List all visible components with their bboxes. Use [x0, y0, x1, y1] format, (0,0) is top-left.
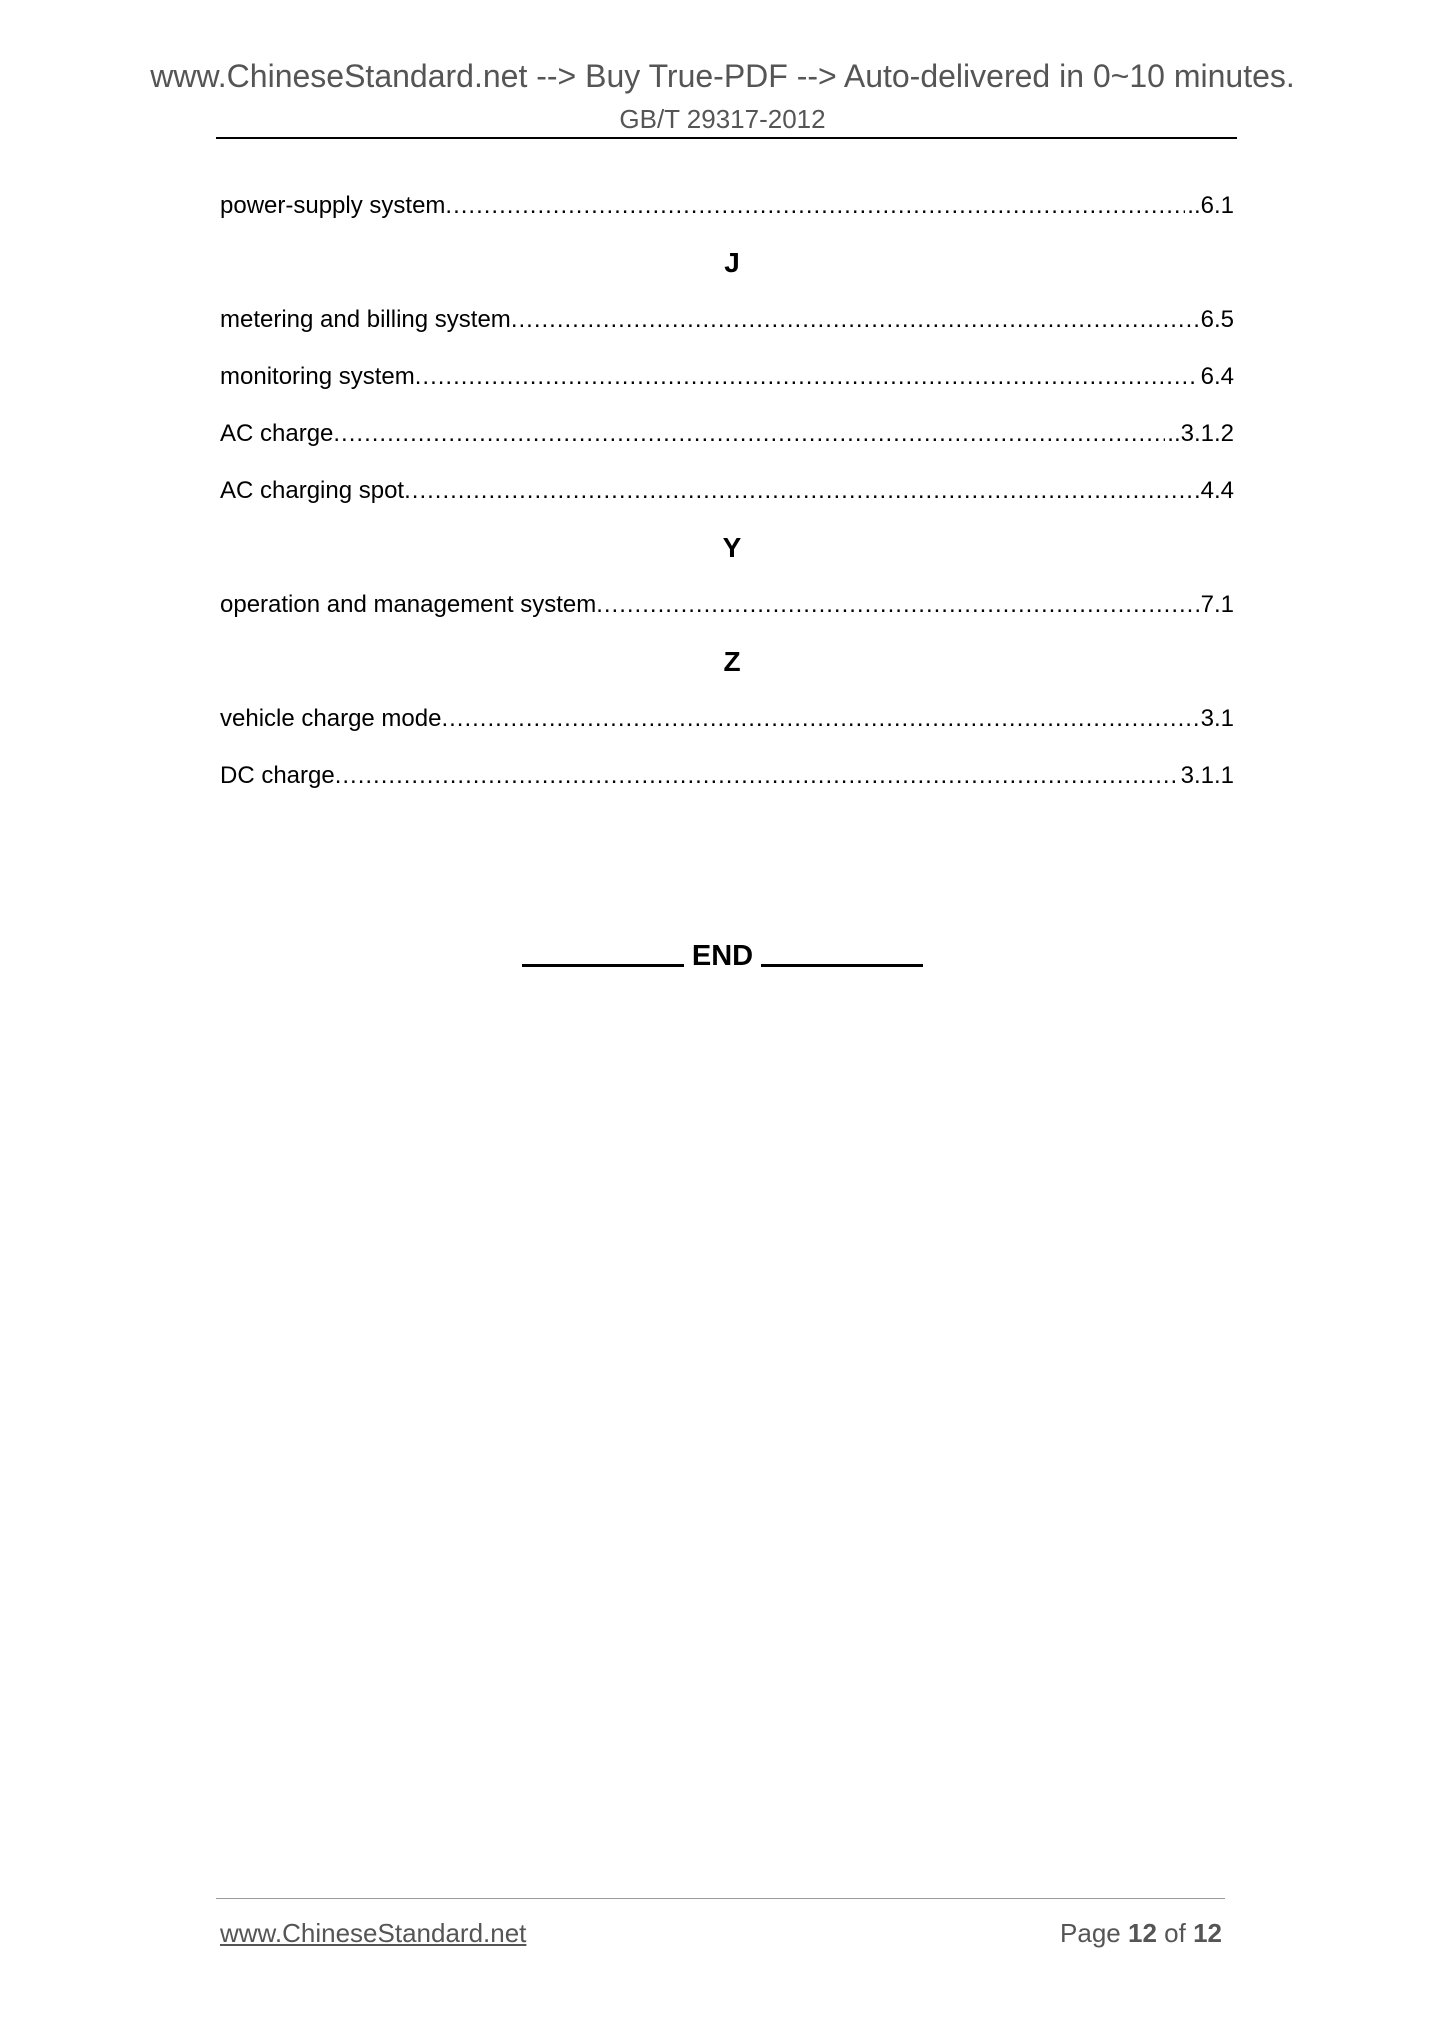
dot-leader — [445, 186, 1185, 226]
index-letter-heading: Z — [723, 646, 741, 677]
dot-leader — [333, 414, 1165, 454]
footer-divider — [216, 1898, 1225, 1899]
index-ref: 7.1 — [1200, 591, 1234, 618]
index-term: DC charge — [220, 762, 335, 789]
page-of: of — [1164, 1918, 1186, 1948]
index-term: operation and management system — [220, 591, 597, 618]
page-number — [1060, 1918, 1222, 1949]
dot-leader — [511, 300, 1199, 340]
end-marker — [0, 940, 1445, 973]
index-ref: ..3.1.2 — [1167, 420, 1234, 447]
index-term: AC charge — [220, 420, 334, 447]
index-ref: .4.4 — [1193, 477, 1234, 504]
header-divider — [216, 137, 1237, 139]
index-term: AC charging spot — [220, 477, 405, 504]
page-total: 12 — [1193, 1918, 1222, 1948]
end-rule-left — [522, 964, 684, 967]
index-entry — [220, 357, 1234, 414]
end-rule-right — [761, 964, 923, 967]
dot-leader — [596, 585, 1198, 625]
index-entry — [220, 186, 1234, 243]
index-list — [220, 186, 1234, 813]
header-banner: www.ChineseStandard.net --> Buy True-PDF --> Auto-delivered in 0~10 minutes. — [150, 58, 1295, 94]
standard-number: GB/T 29317-2012 — [619, 104, 826, 134]
index-ref: 3.1 — [1200, 705, 1234, 732]
index-term: monitoring system — [220, 363, 415, 390]
index-term: vehicle charge mode — [220, 705, 442, 732]
index-ref: 6.5 — [1200, 306, 1234, 333]
index-term: metering and billing system — [220, 306, 511, 333]
dot-leader — [404, 471, 1192, 511]
index-term: power-supply system — [220, 192, 446, 219]
dot-leader — [415, 357, 1199, 397]
index-entry — [220, 699, 1234, 756]
index-ref: 6.4 — [1200, 363, 1234, 390]
index-letter-heading: J — [724, 247, 740, 278]
index-entry — [220, 300, 1234, 357]
index-entry — [220, 471, 1234, 528]
index-ref: 3.1.1 — [1180, 762, 1234, 789]
index-entry — [220, 414, 1234, 471]
footer-site-link[interactable]: www.ChineseStandard.net — [220, 1918, 527, 1948]
end-label: END — [691, 940, 754, 972]
index-entry — [220, 585, 1234, 642]
dot-leader — [441, 699, 1198, 739]
index-ref: ..6.1 — [1187, 192, 1234, 219]
dot-leader — [335, 756, 1179, 796]
index-letter-heading: Y — [722, 532, 742, 563]
index-entry — [220, 756, 1234, 813]
page-current: 12 — [1128, 1918, 1157, 1948]
page-word: Page — [1060, 1918, 1121, 1948]
